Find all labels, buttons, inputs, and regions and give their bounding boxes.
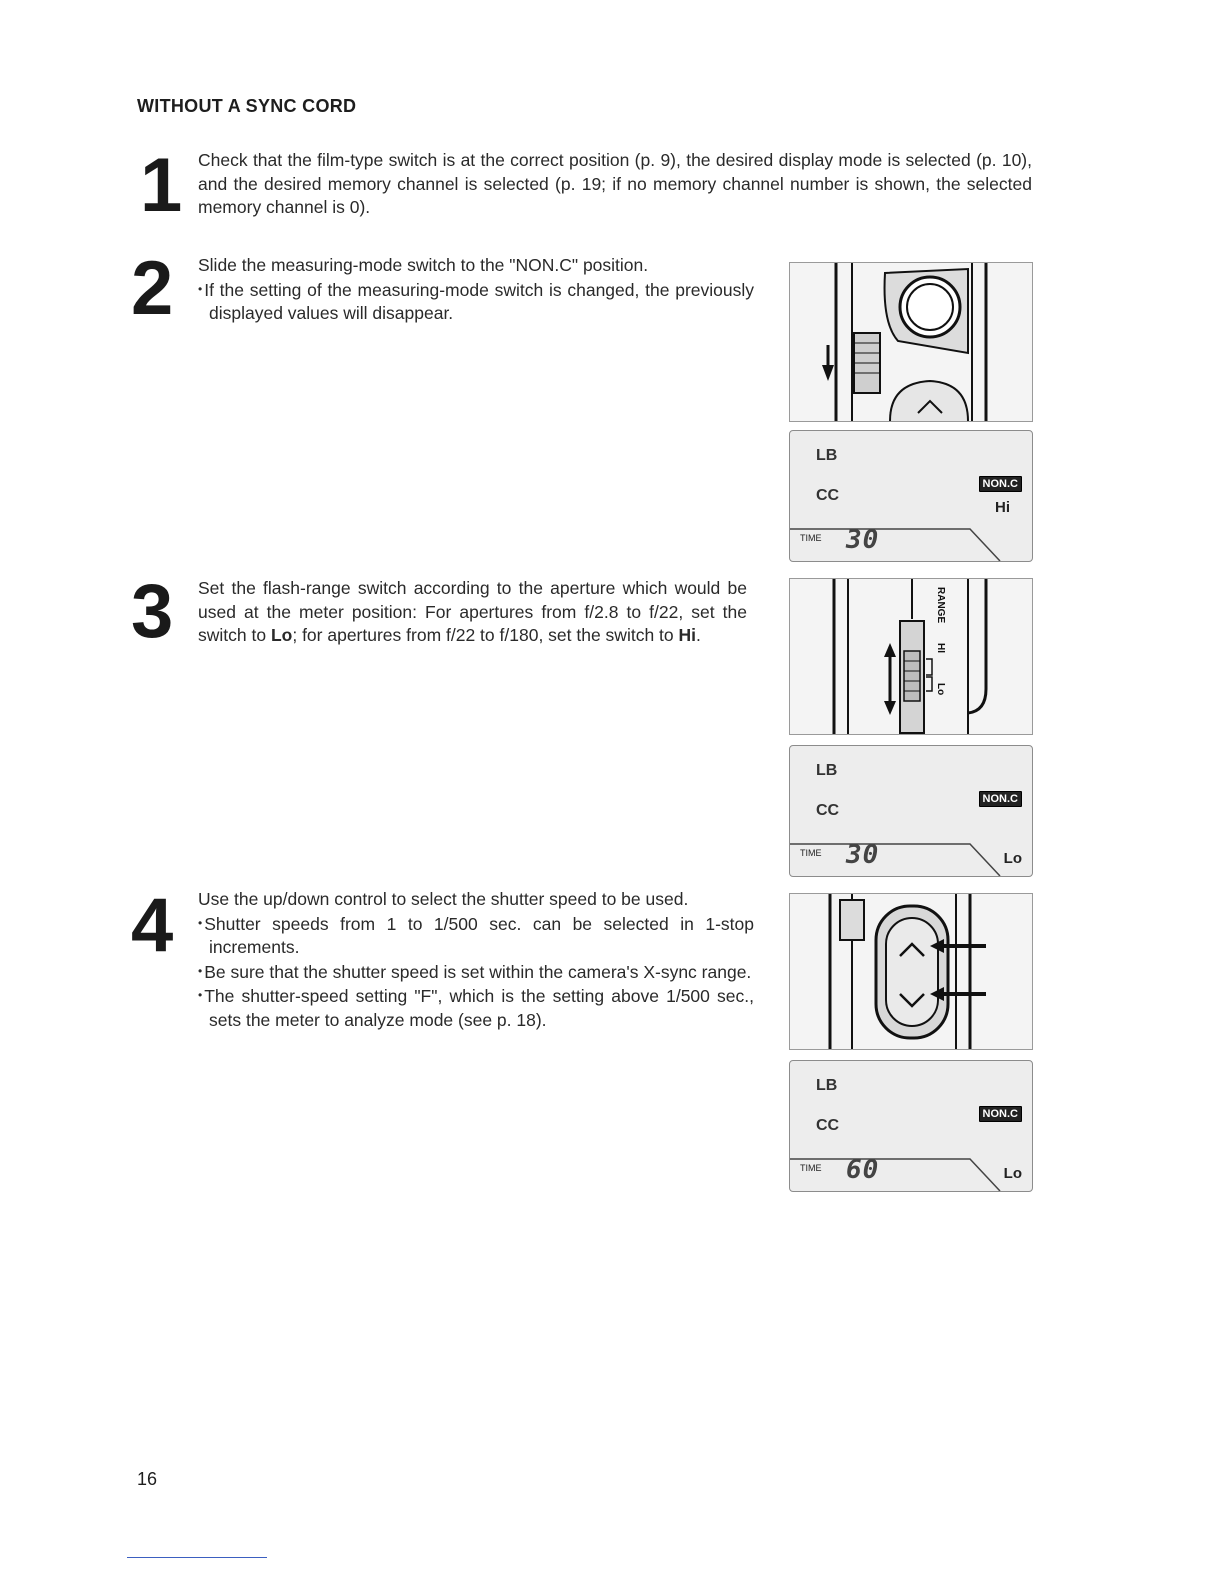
time-label: TIME — [800, 848, 822, 858]
lb-label: LB — [816, 1077, 838, 1094]
step-4-paragraph: Use the up/down control to select the shutter speed to be used. — [198, 889, 689, 909]
cc-label: CC — [816, 1117, 840, 1134]
step-4-bullet-3: • The shutter-speed setting "F", which is the setting above 1/500 sec., sets the meter to analyze mode (see p. 18). — [198, 986, 754, 1030]
range-switch-lo: Lo — [935, 683, 946, 696]
time-label: TIME — [800, 533, 822, 543]
up-down-control-illustration — [789, 893, 1033, 1050]
lcd-display-2 — [789, 745, 1033, 877]
step-4-text — [198, 888, 754, 1032]
cc-label: CC — [816, 802, 840, 819]
range-indicator: Lo — [1003, 1165, 1022, 1182]
step-3-paragraph: Set the flash-range switch according to the aperture which would be used at the meter position: For apertures from f/2.8 to f/22, set the switch to Lo; for apertures from f/22 to f/180, set the switch to Hi. — [198, 578, 747, 645]
range-switch-hi: HI — [935, 643, 946, 653]
step-number-3: 3 — [131, 569, 174, 654]
step-1-paragraph: Check that the film-type switch is at the correct position (p. 9), the desired display mode is selected (p. 10), and the desired memory channel is selected (p. 19; if no memory channel number is shown, the selected memory channel is 0). — [198, 150, 1032, 217]
range-switch-title: RANGE — [935, 587, 946, 624]
step-2-paragraph: Slide the measuring-mode switch to the "NON.C" position. — [198, 255, 649, 275]
measuring-mode-switch-illustration — [789, 262, 1033, 422]
time-value: 30 — [846, 525, 880, 555]
footer-rule — [127, 1557, 267, 1558]
step-4-bullet-1: • Shutter speeds from 1 to 1/500 sec. can be selected in 1-stop increments. — [198, 913, 754, 957]
non-c-badge: NON.C — [979, 1106, 1022, 1122]
non-c-badge: NON.C — [979, 791, 1022, 807]
lb-label: LB — [816, 447, 838, 464]
step-4-bullet-2: • Be sure that the shutter speed is set within the camera's X-sync range. — [198, 961, 752, 982]
step-1-text — [198, 149, 1032, 220]
page-number: 16 — [137, 1469, 158, 1489]
section-heading: WITHOUT A SYNC CORD — [137, 96, 357, 116]
step-2-text — [198, 254, 754, 326]
step-2-bullet-1: • If the setting of the measuring-mode switch is changed, the previously displayed values will disappear. — [198, 279, 754, 323]
step-number-2: 2 — [131, 246, 174, 331]
time-value: 30 — [846, 840, 880, 870]
range-indicator: Lo — [1003, 850, 1022, 867]
step-number-1: 1 — [140, 143, 183, 228]
lcd-display-1 — [789, 430, 1033, 562]
cc-label: CC — [816, 487, 840, 504]
time-value: 60 — [846, 1155, 880, 1185]
step-3-text — [198, 577, 747, 648]
lcd-display-3 — [789, 1060, 1033, 1192]
flash-range-switch-illustration — [789, 578, 1033, 735]
time-label: TIME — [800, 1163, 822, 1173]
range-indicator: Hi — [995, 499, 1010, 516]
lb-label: LB — [816, 762, 838, 779]
non-c-badge: NON.C — [979, 476, 1022, 492]
step-number-4: 4 — [131, 883, 174, 968]
